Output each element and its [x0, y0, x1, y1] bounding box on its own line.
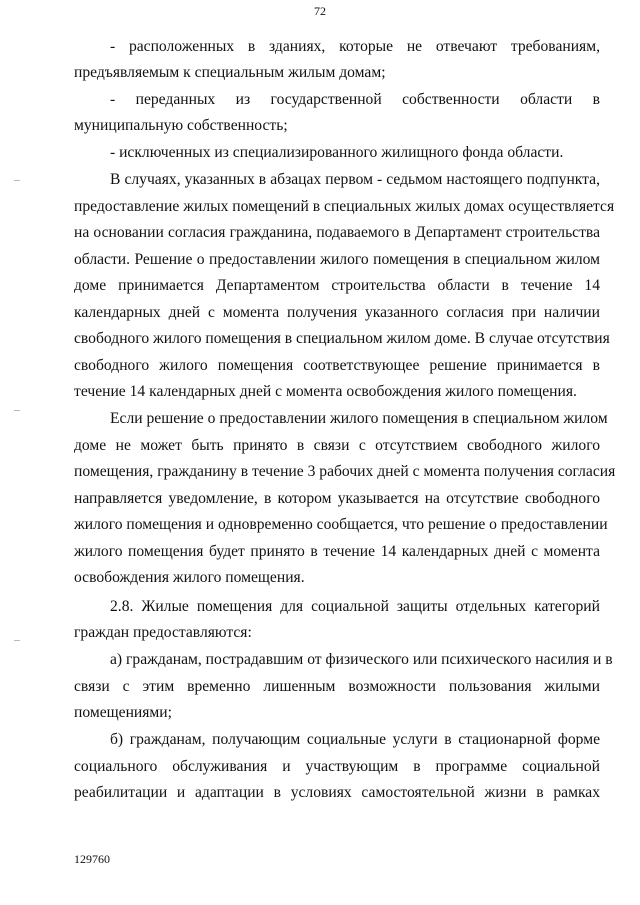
text-line: жилого помещения и одновременно сообщается, что решение о предоставлении	[74, 516, 608, 533]
scan-margin-mark	[14, 410, 20, 411]
text-line: свободного жилого помещения в специальном жилом доме. В случае отсутствия	[74, 330, 610, 347]
text-line: В случаях, указанных в абзацах первом - седьмом настоящего подпункта,	[110, 171, 600, 188]
text-line: б) гражданам, получающим социальные услуги в стационарной форме	[110, 731, 600, 748]
text-line: на основании согласия гражданина, подаваемого в Департамент строительства	[74, 224, 600, 241]
text-line: доме принимается Департаментом строительства области в течение 14	[74, 277, 600, 294]
text-line: свободного жилого помещения соответствующее решение принимается в	[74, 357, 600, 374]
text-line: - исключенных из специализированного жилищного фонда области.	[110, 144, 564, 161]
text-line: предоставление жилых помещений в специальных жилых домах осуществляется	[74, 198, 615, 215]
text-line: области. Решение о предоставлении жилого помещения в специальном жилом	[74, 251, 600, 268]
text-line: граждан предоставляются:	[74, 624, 252, 641]
text-line: календарных дней с момента получения указанного согласия при наличии	[74, 304, 600, 321]
text-line: связи с этим временно лишенным возможности пользования жилыми	[74, 678, 600, 695]
text-line: Если решение о предоставлении жилого помещения в специальном жилом	[110, 410, 608, 427]
text-line: социального обслуживания и участвующим в программе социальной	[74, 758, 600, 775]
document-code: 129760	[74, 852, 110, 866]
text-line: помещениями;	[74, 704, 172, 721]
text-line: - переданных из государственной собственности области в	[110, 91, 600, 108]
text-line: помещения, гражданину в течение 3 рабочих дней с момента получения согласия	[74, 463, 616, 480]
text-line: доме не может быть принято в связи с отсутствием свободного жилого	[74, 437, 600, 454]
scan-margin-mark	[14, 180, 20, 181]
text-line: жилого помещения будет принято в течение 14 календарных дней с момента	[74, 543, 600, 560]
text-line: - расположенных в зданиях, которые не отвечают требованиям,	[110, 38, 600, 55]
text-line: течение 14 календарных дней с момента освобождения жилого помещения.	[74, 383, 577, 400]
text-line: муниципальную собственность;	[74, 117, 288, 134]
page-number: 72	[314, 4, 326, 18]
text-line: освобождения жилого помещения.	[74, 569, 305, 586]
text-line: 2.8. Жилые помещения для социальной защиты отдельных категорий	[110, 598, 600, 615]
text-line: а) гражданам, пострадавшим от физического или психического насилия и в	[110, 651, 613, 668]
text-line: реабилитации и адаптации в условиях самостоятельной жизни в рамках	[74, 784, 600, 801]
text-line: предъявляемым к специальным жилым домам;	[74, 64, 386, 81]
text-line: направляется уведомление, в котором указывается на отсутствие свободного	[74, 490, 600, 507]
scan-margin-mark	[14, 640, 20, 641]
